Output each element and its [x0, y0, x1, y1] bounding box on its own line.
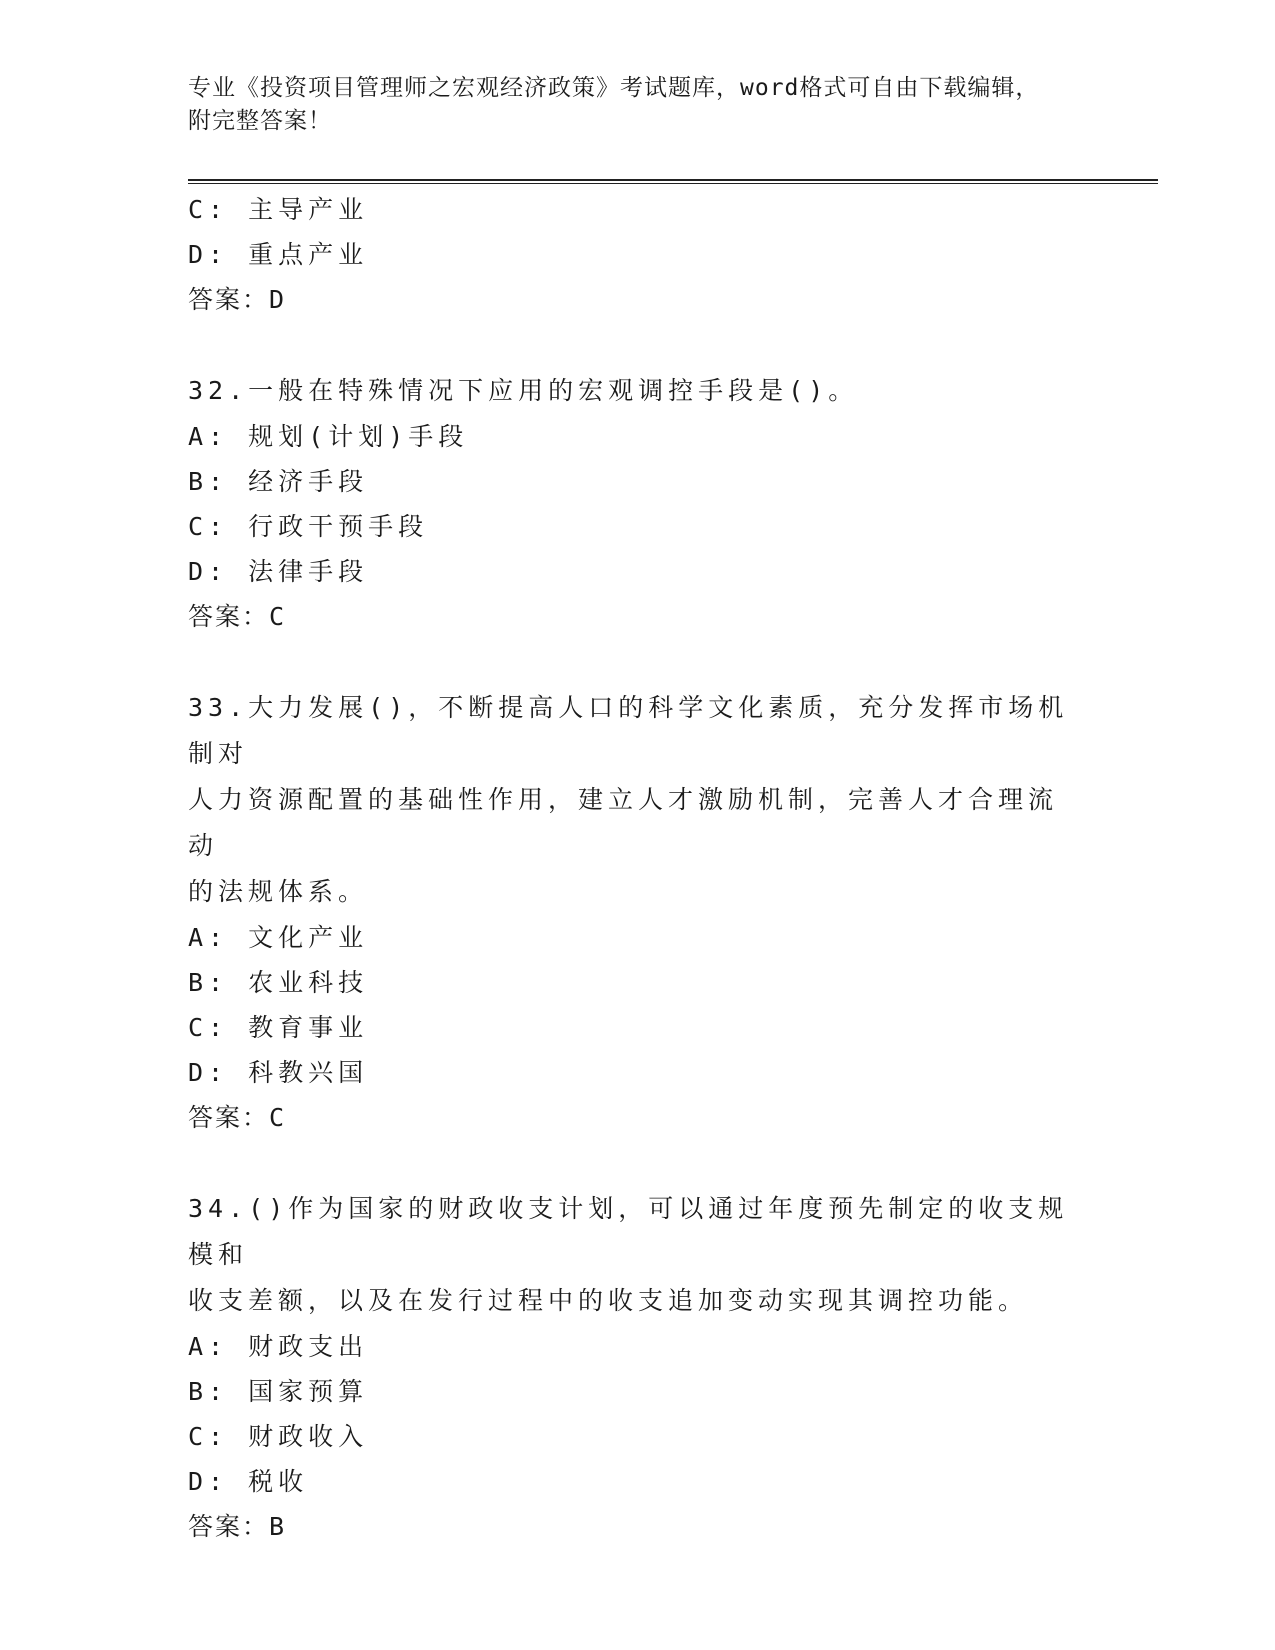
- question-33: [188, 685, 1088, 1140]
- question-list: [188, 187, 1088, 1549]
- option-c: C: 教育事业: [188, 1013, 369, 1042]
- option-a: A: 财政支出: [188, 1332, 369, 1361]
- document-page: [188, 0, 1158, 1650]
- document-header: [188, 72, 1088, 138]
- answer-line: 答案：D: [188, 285, 287, 314]
- header-line-1: 专业《投资项目管理师之宏观经济政策》考试题库，word格式可自由下载编辑，: [188, 75, 1040, 101]
- question-34: [188, 1186, 1088, 1549]
- option-d: D: 科教兴国: [188, 1058, 369, 1087]
- option-a: A: 规划(计划)手段: [188, 422, 469, 451]
- option-d: D: 法律手段: [188, 557, 369, 586]
- question-32: [188, 368, 1088, 639]
- option-d: D: 税收: [188, 1467, 309, 1496]
- answer-line: 答案：B: [188, 1512, 287, 1541]
- option-c: C: 主导产业: [188, 195, 369, 224]
- question-stem: 34.()作为国家的财政收支计划，可以通过年度预先制定的收支规模和 收支差额，以及在发行过程中的收支追加变动实现其调控功能。: [188, 1194, 1069, 1315]
- question-stem: 33.大力发展()，不断提高人口的科学文化素质，充分发挥市场机制对 人力资源配置的基础性作用，建立人才激励机制，完善人才合理流动 的法规体系。: [188, 693, 1069, 906]
- option-b: B: 经济手段: [188, 467, 369, 496]
- option-c: C: 行政干预手段: [188, 512, 429, 541]
- question-stem: 32.一般在特殊情况下应用的宏观调控手段是()。: [188, 376, 859, 405]
- option-c: C: 财政收入: [188, 1422, 369, 1451]
- answer-line: 答案：C: [188, 1103, 287, 1132]
- option-b: B: 国家预算: [188, 1377, 369, 1406]
- option-a: A: 文化产业: [188, 923, 369, 952]
- answer-line: 答案：C: [188, 602, 287, 631]
- question-31-continued: [188, 187, 1088, 322]
- option-b: B: 农业科技: [188, 968, 369, 997]
- header-line-2: 附完整答案！: [188, 108, 332, 134]
- header-divider: [188, 179, 1158, 184]
- option-d: D: 重点产业: [188, 240, 369, 269]
